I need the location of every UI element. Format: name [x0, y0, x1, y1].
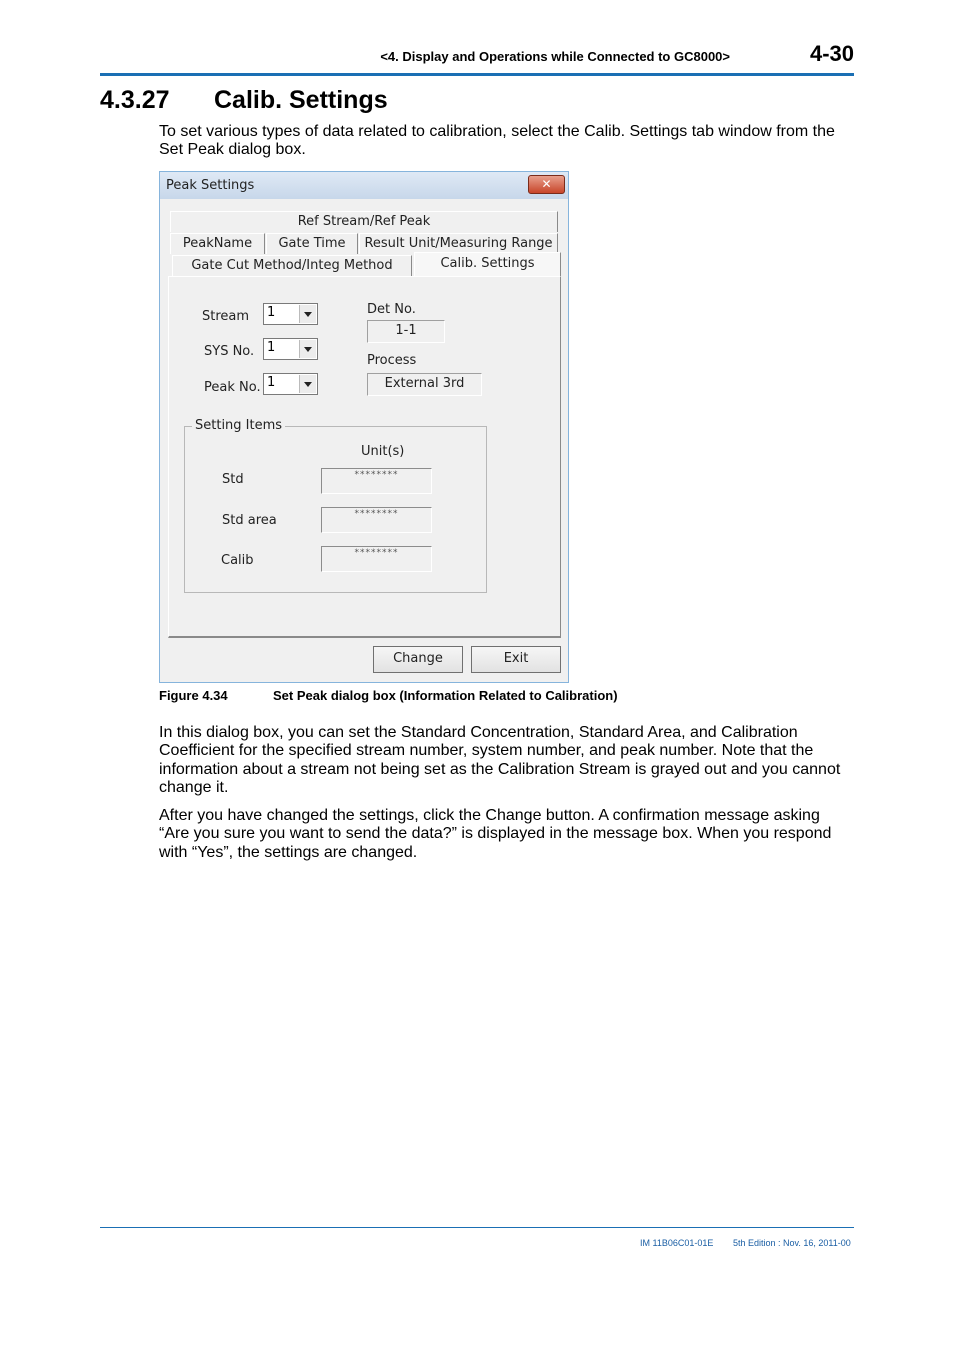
stream-label: Stream	[202, 309, 250, 324]
peak-no-select-value: 1	[267, 375, 276, 390]
setting-items-title: Setting Items	[192, 418, 285, 433]
calib-input: ********	[321, 546, 432, 572]
sys-no-select-value: 1	[267, 340, 276, 355]
footer-doc-id: IM 11B06C01-01E	[640, 1238, 714, 1248]
exit-button[interactable]: Exit	[471, 646, 561, 673]
tab-ref-stream-ref-peak[interactable]: Ref Stream/Ref Peak	[170, 211, 558, 232]
intro-paragraph: To set various types of data related to calibration, select the Calib. Settings tab window from the Set Peak dialog box.	[159, 123, 835, 159]
chevron-down-icon[interactable]	[299, 340, 316, 358]
stream-select[interactable]	[263, 303, 318, 325]
running-header-chapter: <4. Display and Operations while Connected to GC8000>	[380, 49, 730, 64]
det-no-label: Det No.	[367, 302, 416, 317]
close-button[interactable]	[528, 175, 565, 194]
close-icon: ✕	[541, 177, 552, 191]
page-number: 4-30	[809, 41, 854, 66]
peak-settings-dialog	[159, 171, 569, 683]
footer-rule	[100, 1227, 854, 1228]
std-input: ********	[321, 468, 432, 494]
std-area-label: Std area	[222, 513, 277, 528]
peak-no-select[interactable]	[263, 373, 318, 395]
header-rule	[100, 73, 854, 76]
process-field: External 3rd	[367, 373, 482, 396]
det-no-field: 1-1	[367, 320, 445, 343]
dialog-title: Peak Settings	[166, 178, 255, 193]
units-header: Unit(s)	[361, 444, 405, 459]
figure-number: Figure 4.34	[159, 688, 228, 703]
figure-caption: Set Peak dialog box (Information Related to Calibration)	[273, 688, 618, 703]
tab-gate-time[interactable]: Gate Time	[266, 233, 358, 254]
sys-no-label: SYS No.	[204, 344, 255, 359]
body-paragraph: After you have changed the settings, click the Change button. A confirmation message asking “Are you sure you want to send the data?” is displayed in the message box. When you respond with “Yes”, the settings are changed.	[159, 807, 832, 861]
chevron-down-icon[interactable]	[299, 305, 316, 323]
dialog-titlebar	[160, 172, 568, 199]
section-number: 4.3.27	[100, 86, 170, 114]
sys-no-select[interactable]	[263, 338, 318, 360]
std-label: Std	[222, 472, 244, 487]
tab-gate-cut-method-integ-method[interactable]: Gate Cut Method/Integ Method	[172, 255, 412, 276]
footer-edition: 5th Edition : Nov. 16, 2011-00	[733, 1238, 851, 1248]
section-title: Calib. Settings	[214, 86, 388, 114]
tab-result-unit-measuring-range[interactable]: Result Unit/Measuring Range	[359, 233, 558, 254]
calib-label: Calib	[221, 553, 254, 568]
chevron-down-icon[interactable]	[299, 375, 316, 393]
tab-peak-name[interactable]: PeakName	[170, 233, 265, 254]
tab-calib-settings[interactable]: Calib. Settings	[414, 252, 561, 276]
process-label: Process	[367, 353, 417, 368]
peak-no-label: Peak No.	[204, 380, 261, 395]
body-paragraph: In this dialog box, you can set the Standard Concentration, Standard Area, and Calibration Coefficient for the specified stream number, system number, and peak number. Note that the information about a stream not being set as the Calibration Stream is grayed out and you cannot change it.	[159, 724, 841, 796]
change-button[interactable]: Change	[373, 646, 463, 673]
std-area-input: ********	[321, 507, 432, 533]
stream-select-value: 1	[267, 305, 276, 320]
